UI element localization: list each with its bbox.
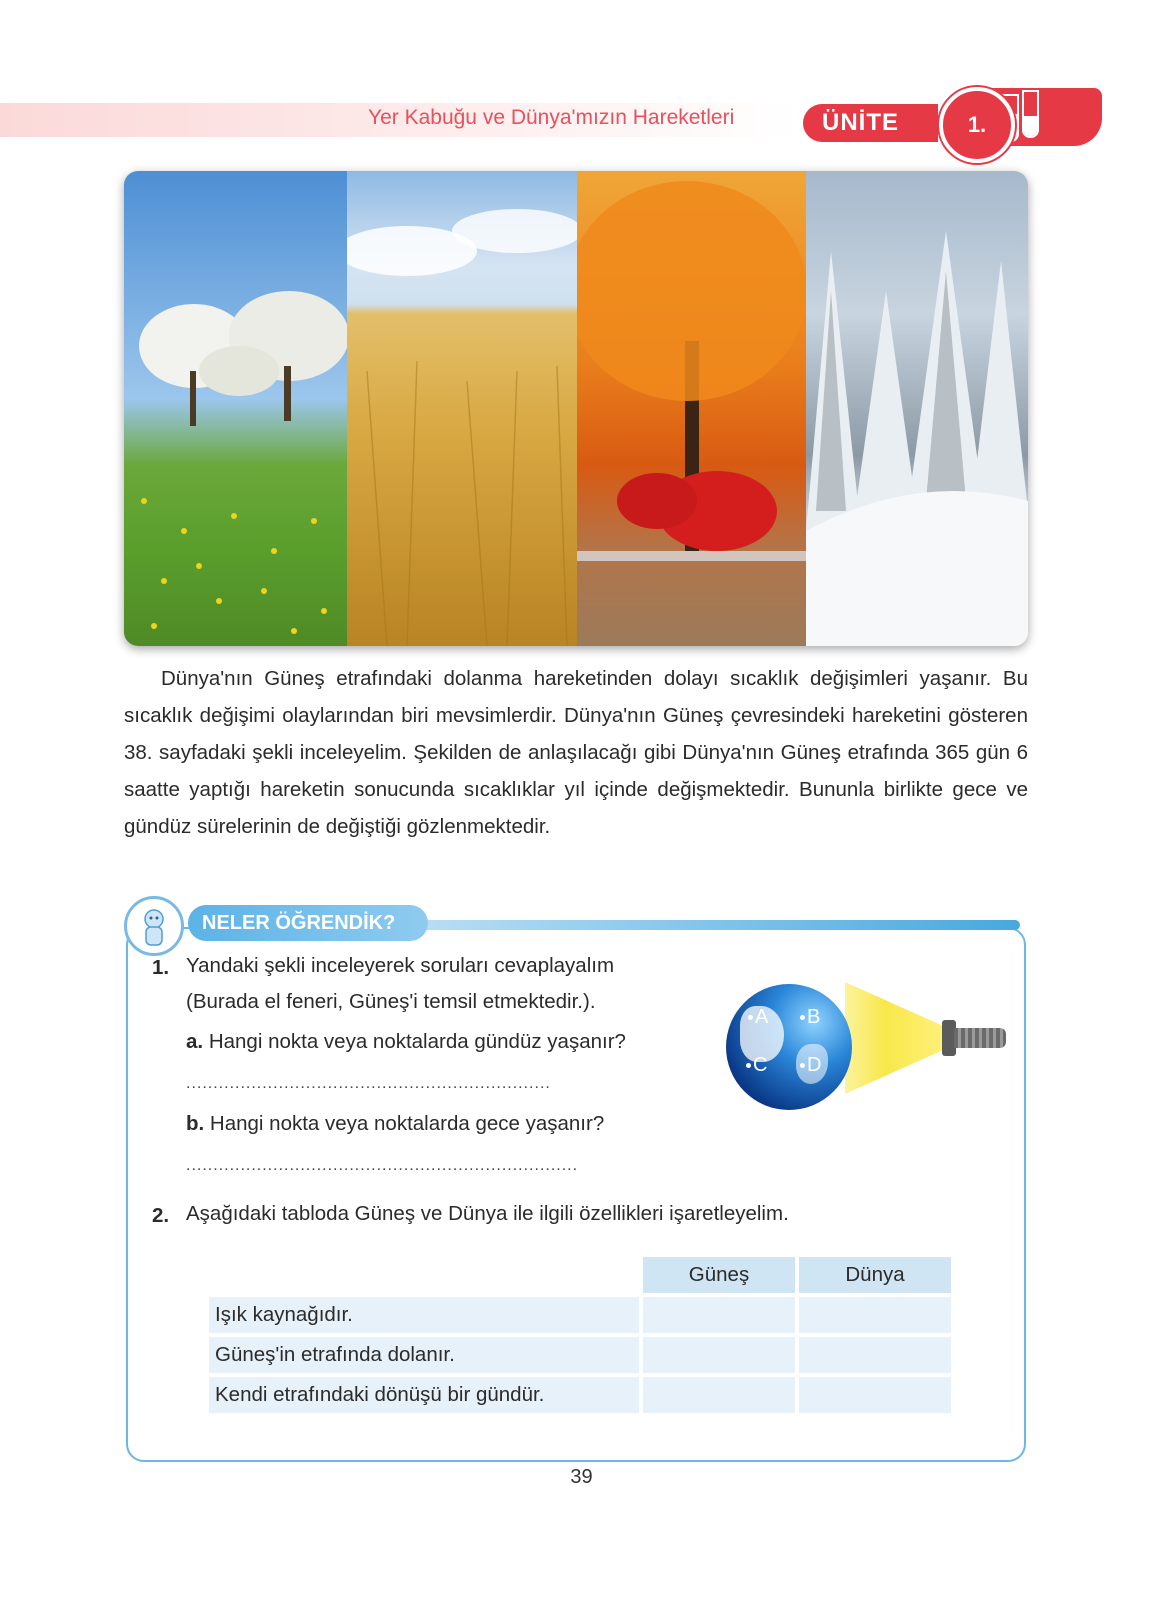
question-1-line-2: (Burada el feneri, Güneş'i temsil etmektedir.).	[186, 990, 596, 1013]
table-row	[209, 1377, 951, 1413]
point-c-label: C	[746, 1054, 767, 1077]
answer-cell-dunya[interactable]	[799, 1297, 951, 1333]
spring-trees-illustration	[124, 171, 347, 646]
question-1b-text: Hangi nokta veya noktalarda gece yaşanır?	[209, 1112, 605, 1135]
answer-cell-gunes[interactable]	[643, 1297, 795, 1333]
row-label: Kendi etrafındaki dönüşü bir gündür.	[209, 1377, 639, 1413]
mascot-icon	[124, 896, 184, 956]
question-2-text: Aşağıdaki tabloda Güneş ve Dünya ile ilgili özellikleri işaretleyelim.	[186, 1202, 789, 1225]
answer-cell-gunes[interactable]	[643, 1337, 795, 1373]
body-paragraph: Dünya'nın Güneş etrafındaki dolanma hareketinden dolayı sıcaklık değişimleri yaşanır. Bu sıcaklık değişimi olaylarından biri mevsimlerdir. Dünya'nın Güneş çevresindeki hareketini gösteren 38. sayfadaki şekli inceleyelim. Şekilden de anlaşılacağı gibi Dünya'nın Güneş etrafında 365 gün 6 saatte yaptığı hareketin sonucunda sıcaklıklar yıl içinde değişmektedir. Bununla birlikte gece ve gündüz sürelerinin de değiştiği gözlenmektedir.	[124, 667, 1028, 838]
row-label: Işık kaynağıdır.	[209, 1297, 639, 1333]
point-a-label: A	[748, 1006, 768, 1029]
question-2-number: 2.	[152, 1204, 170, 1227]
question-1-number: 1.	[152, 956, 170, 979]
unit-title: Yer Kabuğu ve Dünya'mızın Hareketleri	[368, 106, 735, 129]
spring-meadow-photo	[124, 171, 347, 646]
test-tube-icon	[1022, 90, 1039, 138]
autumn-tree-illustration	[577, 171, 806, 646]
question-1b	[186, 1106, 604, 1142]
answer-cell-dunya[interactable]	[799, 1377, 951, 1413]
column-header-gunes: Güneş	[643, 1257, 795, 1293]
seasons-photo	[124, 171, 1028, 646]
activity-top-line	[420, 920, 1020, 930]
globe-illustration	[726, 984, 852, 1110]
answer-1a-line[interactable]: ...................................................................	[186, 1075, 551, 1092]
point-d-label: D	[800, 1054, 821, 1077]
winter-forest-photo	[806, 171, 1028, 646]
answer-1b-line[interactable]: ........................................................................	[186, 1157, 579, 1174]
question-1a	[186, 1024, 626, 1060]
unit-number-badge: 1.	[939, 87, 1015, 163]
summer-wheat-photo	[347, 171, 577, 646]
autumn-trees-photo	[577, 171, 806, 646]
page-number: 39	[570, 1466, 593, 1488]
question-1a-text: Hangi nokta veya noktalarda gündüz yaşanır?	[208, 1030, 626, 1053]
activity-title: NELER ÖĞRENDİK?	[188, 905, 428, 941]
flashlight-body	[954, 1028, 1006, 1048]
table-row	[209, 1297, 951, 1333]
row-label: Güneş'in etrafında dolanır.	[209, 1337, 639, 1373]
unit-label: ÜNİTE	[803, 104, 938, 142]
column-header-dunya: Dünya	[799, 1257, 951, 1293]
question-1b-label: b.	[186, 1112, 205, 1135]
question-1a-label: a.	[186, 1030, 204, 1053]
answer-cell-dunya[interactable]	[799, 1337, 951, 1373]
winter-trees-illustration	[806, 171, 1028, 646]
summer-clouds-illustration	[347, 171, 577, 646]
answer-cell-gunes[interactable]	[643, 1377, 795, 1413]
table-row	[209, 1337, 951, 1373]
properties-table	[205, 1253, 955, 1417]
point-b-label: B	[800, 1006, 820, 1029]
question-1-line-1: Yandaki şekli inceleyerek soruları cevaplayalım	[186, 954, 615, 977]
